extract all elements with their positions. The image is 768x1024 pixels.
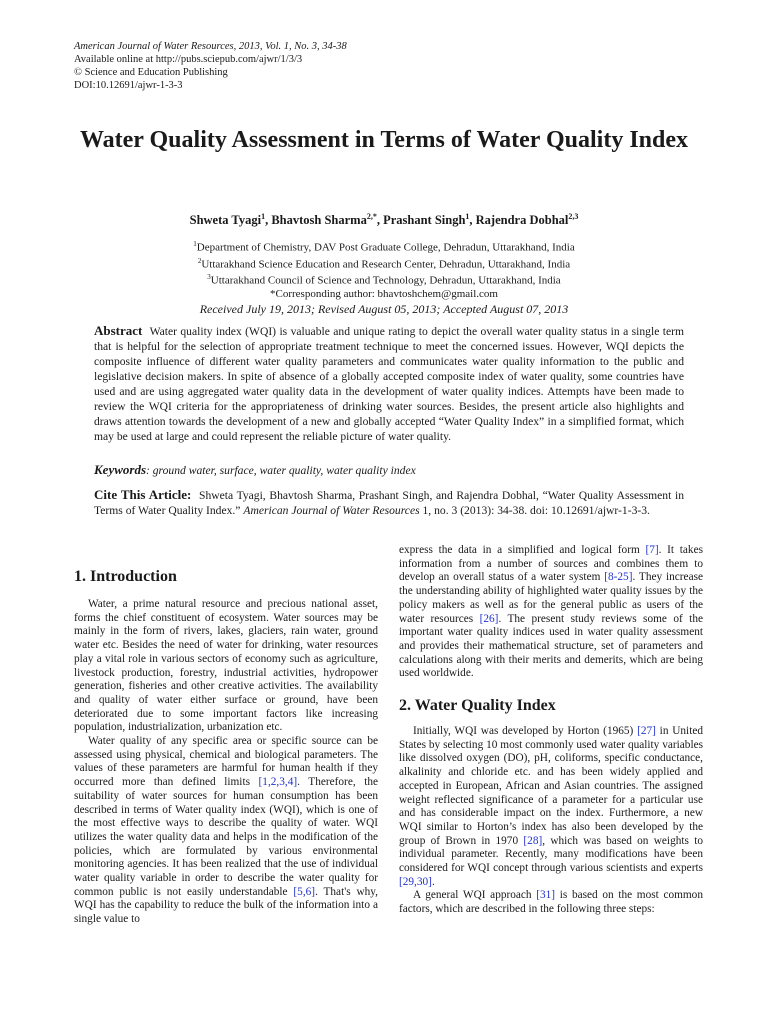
doi-line[interactable]: DOI:10.12691/ajwr-1-3-3 (74, 80, 183, 91)
section-heading-introduction: 1. Introduction (74, 568, 177, 585)
reference-link[interactable]: [27] (637, 725, 656, 738)
author-name: Shweta Tyagi (189, 213, 262, 228)
cite-this-article: Cite This Article: Shweta Tyagi, Bhavtosh Sharma, Prashant Singh, and Rajendra Dobhal, “Water Quality Assessment in Terms of Water Quality Index.” American Journal of Water Resources 1, no. 3 (2013): 34-38. doi: 10.12691/ajwr-1-3-3. (94, 487, 684, 517)
cite-journal: American Journal of Water Resources (243, 504, 420, 517)
affiliation-1: $^1$Department of Chemistry, DAV Post Graduate College, Dehradun, Uttarakhand, India (193, 240, 575, 254)
abstract-text: Water quality index (WQI) is valuable and unique rating to depict the overall water quality status in a single term that is helpful for the selection of appropriate treatment technique to meet the concerned issues. However, WQI depicts the composite influence of different water quality parameters and communicates water quality information to the public and legislative decision makers. In spite of absence of a globally accepted composite index of water quality, some countries have used and are using aggregated water quality data in the development of water quality indices. Attempts have been made to review the WQI criteria for the appropriateness of drinking water sources. Besides, the present article also highlights and draws attention towards the development of a new and globally accepted “Water Quality Index” in a simplified format, which may be used at large and could represent the reliable picture of water quality. (94, 325, 684, 443)
author-sup: 2,* (366, 212, 377, 221)
received-dates: Received July 19, 2013; Revised August 05, 2013; Accepted August 07, 2013 (199, 302, 569, 316)
author-name: Rajendra Dobhal (475, 213, 569, 228)
journal-header (74, 40, 347, 92)
reference-link[interactable]: [28] (523, 834, 543, 847)
online-url[interactable]: Available online at http://pubs.sciepub.com/ajwr/1/3/3 (74, 54, 303, 65)
author-list: Shweta Tyagi$^1$, Bhavtosh Sharma$^{2,*}$, Prashant Singh$^1$, Rajendra Dobhal$^{2,3}$ (189, 212, 579, 228)
cite-label: Cite This Article: (94, 487, 192, 502)
publisher-line: © Science and Education Publishing (74, 67, 228, 78)
reference-link[interactable]: [1,2,3,4] (258, 776, 298, 789)
abstract (94, 323, 684, 444)
intro-paragraph-2: Water quality of any specific area or specific source can be assessed using physical, chemical and biological parameters. The values of these parameters are harmful for human health if they occurred more than defined limits [1,2,3,4]. Therefore, the suitability of water sources for human consumption has been described in terms of Water quality index (WQI), which is one of the most effective ways to describe the quality of water. WQI utilizes the water quality data and helps in the modification of the policies, which are formulated by various environmental monitoring agencies. It has been realized that the use of individual water quality variable in order to describe the water quality for common public is not easily understandable [5,6]. That's why, WQI has the capability to reduce the bulk of the information into a single value to (74, 735, 379, 926)
article-title: Water Quality Assessment in Terms of Water Quality Index (79, 127, 689, 153)
journal-citation: American Journal of Water Resources, 2013, Vol. 1, No. 3, 34-38 (74, 41, 347, 52)
left-column (74, 568, 378, 927)
affiliation-2: $^2$Uttarakhand Science Education and Research Center, Dehradun, Uttarakhand, India (197, 256, 571, 271)
affiliations (40, 238, 728, 301)
author-sup: 1 (261, 212, 266, 221)
wqi-paragraph-2: A general WQI approach [31] is based on the most common factors, which are described in the following three steps: (399, 889, 703, 916)
reference-link[interactable]: [8-25] (604, 571, 633, 584)
affiliation-3: $^3$Uttarakhand Council of Science and Technology, Dehradun, Uttarakhand, India (207, 273, 561, 287)
wqi-paragraph-1: Initially, WQI was developed by Horton (1965) [27] in United States by selecting 10 most commonly used water quality variables like dissolved oxygen (DO), pH, coliforms, specific conductance, alkalinity and chloride etc. and has been widely applied and accepted in European, African and Asian countries. The assigned weight reflected significance of a parameter for a particular use and has considerable impact on the index. Furthermore, a new WQI similar to Horton’s index has also been developed by the group of Brown in 1970 [28], which was based on weights to individual parameter. Recently, many modifications have been considered for WQI concept through various scientists and experts [29,30]. (399, 725, 703, 888)
reference-link[interactable]: [5,6] (293, 885, 316, 898)
intro-paragraph-1: Water, a prime natural resource and precious national asset, forms the chief constituent of ecosystem. Water sources may be mainly in the form of rivers, lakes, glaciers, rain water, ground water etc. Besides the need of water for drinking, water resources play a vital role in various sectors of economy such as agriculture, livestock production, forestry, industrial activities, hydropower generation, fisheries and other creative activities. The availability and quality of water either surface or ground, have been deteriorated due to some important factors like increasing population, industrialization, urbanization etc. (74, 598, 378, 734)
reference-link[interactable]: [26] (479, 612, 499, 625)
author-sup: 1 (465, 212, 470, 221)
author-name: Bhavtosh Sharma (271, 213, 367, 228)
keywords-text: : ground water, surface, water quality, water quality index (146, 464, 416, 477)
author-sup: 2,3 (568, 212, 579, 221)
section-heading-wqi: 2. Water Quality Index (399, 697, 556, 715)
keywords (94, 462, 684, 478)
author-name: Prashant Singh (383, 213, 466, 228)
reference-link[interactable]: [29,30] (399, 875, 432, 888)
corresponding-author: *Corresponding author: bhavtoshchem@gmail.com (270, 287, 498, 300)
abstract-label: Abstract (94, 323, 143, 338)
keywords-label: Keywords (94, 462, 146, 477)
right-column (399, 544, 703, 917)
intro-paragraph-continued: express the data in a simplified and logical form [7]. It takes information from a number of sources and combines them to develop an overall status of a water system [8-25]. They increase the understanding ability of highlighted water quality issues by the policy makers as well as for the general public as users of the water resources [26]. The present study reviews some of the important water quality indices used in water quality assessment and provides their mathematical structure, set of parameters and calculations along with their merits and demerits, which are being used worldwide. (399, 544, 703, 680)
reference-link[interactable]: [7] (645, 544, 659, 556)
reference-link[interactable]: [31] (536, 889, 556, 902)
